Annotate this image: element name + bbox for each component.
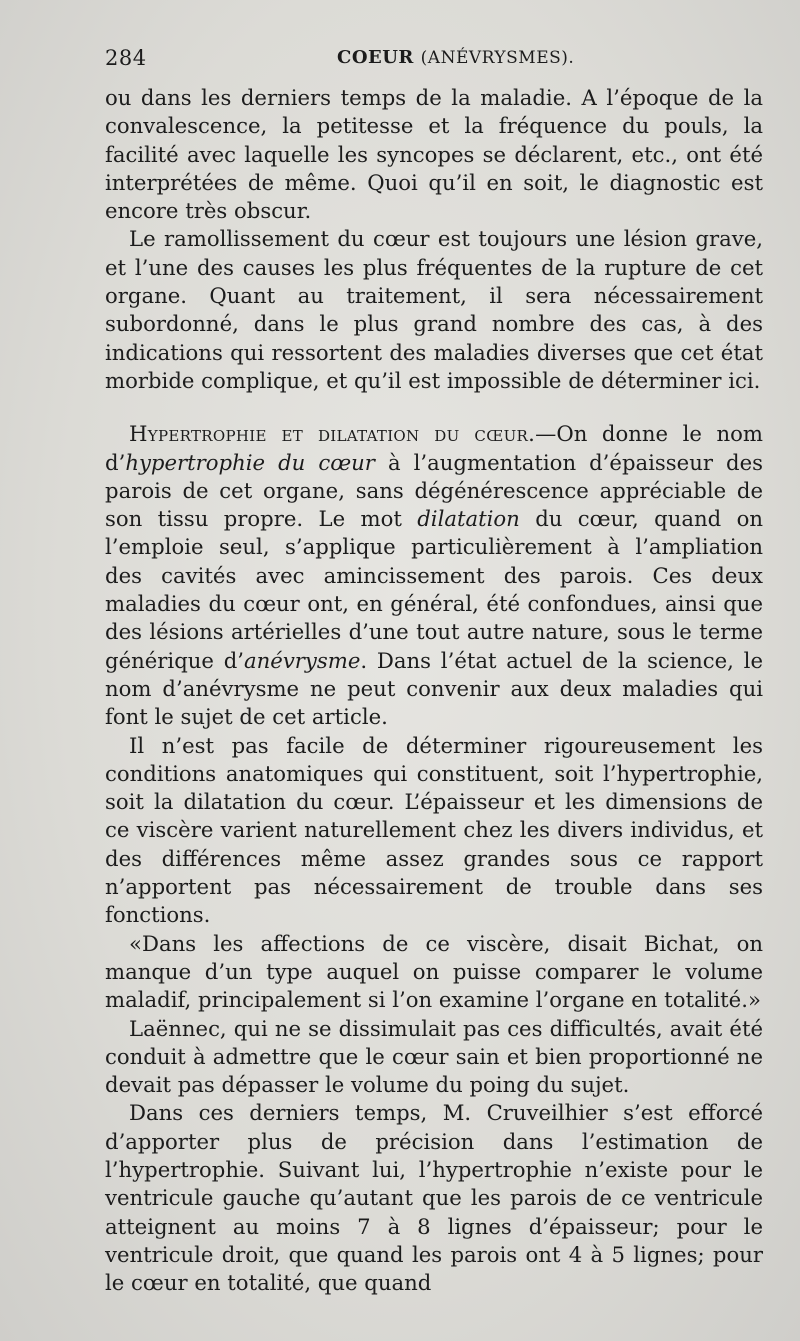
- running-head: [337, 47, 574, 68]
- paragraph-ramollissement: Le ramollissement du cœur est toujours une lésion grave, et l’une des causes les plus fréquentes de la rupture de cet organe. Quant au traitement, il sera nécessairement subordonné, dans le plus grand nombre des cas, à des indications qui ressortent des maladies diverses que cet état morbide complique, et qu’il est impossible de déterminer ici.: [105, 226, 763, 393]
- term-anevrysme: anévrysme: [244, 647, 361, 673]
- term-dilatation: dilatation: [417, 506, 520, 532]
- text-fragment: . Dans l’état actuel de la science, le nom d’anévrysme ne peut convenir aux deux maladies qui font le sujet de cet article.: [105, 647, 763, 730]
- paragraph-conditions: Il n’est pas facile de déterminer rigoureusement les conditions anatomiques qui constituent, soit l’hypertrophie, soit la dilatation du cœur. L’épaisseur et les dimensions de ce viscère varient naturellement chez les divers individus, et des différences même assez grandes sous ce rapport n’apportent pas nécessairement de trouble dans ses fonctions.: [105, 732, 763, 928]
- text-fragment: —On donne le nom d’: [105, 421, 763, 475]
- running-head-main: COEUR: [337, 47, 414, 68]
- section-title: Hypertrophie et dilatation du cœur.: [129, 421, 536, 447]
- text-fragment: à l’augmentation d’épaisseur des parois de cet organe, sans dégénérescence appréciable de son tissu propre. Le mot: [105, 449, 763, 532]
- text-fragment: du cœur, quand on l’emploie seul, s’applique particulièrement à l’ampliation des cavités avec amincissement des parois. Ces deux maladies du cœur ont, en général, été confondues, ainsi que des lésions artérielles d’une tout autre nature, sous le terme générique d’: [105, 506, 763, 673]
- paragraph-laennec: Laënnec, qui ne se dissimulait pas ces difficultés, avait été conduit à admettre que le cœur sain et bien proportionné ne devait pas dépasser le volume du poing du sujet.: [105, 1015, 763, 1098]
- body-text: [105, 84, 763, 1297]
- running-head-sub: (ANÉVRYSMES).: [420, 48, 575, 68]
- paragraph-continuation: ou dans les derniers temps de la maladie. A l’époque de la convalescence, la petitesse et la fréquence du pouls, la facilité avec laquelle les syncopes se déclarent, etc., ont été interprétées de même. Quoi qu’il en soit, le diagnostic est encore très obscur.: [105, 85, 763, 224]
- page-header: [105, 46, 765, 76]
- term-hypertrophie: hypertrophie du cœur: [125, 449, 375, 475]
- paragraph-cruveilhier: Dans ces derniers temps, M. Cruveilhier s’est efforcé d’apporter plus de précision dans l’estimation de l’hypertrophie. Suivant lui, l’hypertrophie n’existe pour le ventricule gauche qu’autant que les parois de ce ventricule atteignent au moins 7 à 8 lignes d’épaisseur; pour le ventricule droit, que quand les parois ont 4 à 5 lignes; pour le cœur en totalité, que quand: [105, 1100, 763, 1296]
- paragraph-hypertrophie: [105, 420, 763, 731]
- page-number: 284: [105, 46, 147, 70]
- paragraph-bichat-quote: «Dans les affections de ce viscère, disait Bichat, on manque d’un type auquel on puisse comparer le volume maladif, principalement si l’on examine l’organe en totalité.»: [105, 930, 763, 1013]
